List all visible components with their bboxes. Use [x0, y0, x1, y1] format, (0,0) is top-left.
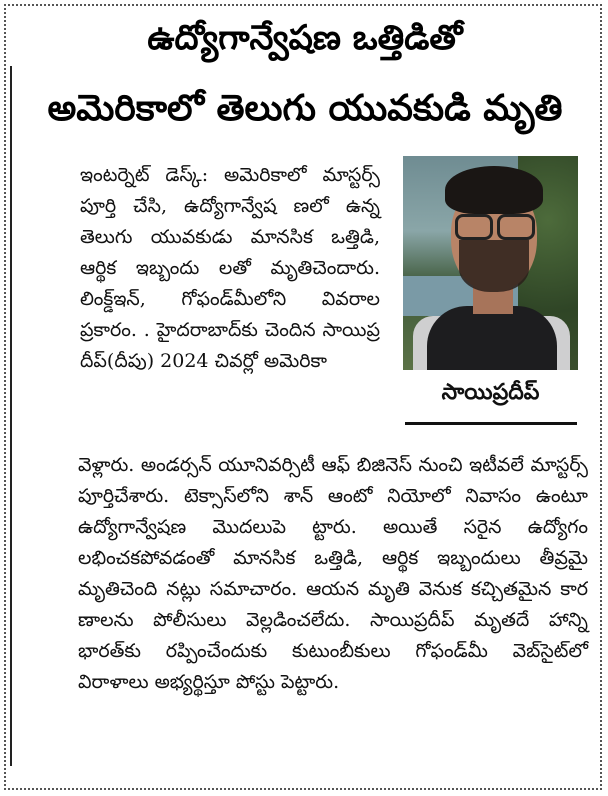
article-paragraph-1: ఇంటర్నెట్ డెస్క్: అమెరికాలో మాస్టర్స్ పూర్తి చేసి, ఉద్యోగాన్వేష ణలో ఉన్న తెలుగు యువకుడు మానసిక ఒత్తిడి, ఆర్థిక ఇబ్బందు లతో మృతిచెందారు. లింక్డ్ఇన్, గోఫండ్‌మీలోని వివరాల ప్రకారం. . హైదరాబాద్‌కు చెందిన సాయిప్ర దీప్(దీపు) 2024 చివర్లో అమెరికా	[80, 164, 387, 372]
person-photo	[403, 156, 578, 370]
headline-line-2: అమెరికాలో తెలుగు యువకుడి మృతి	[47, 88, 563, 129]
article-paragraph-2: వెళ్లారు. అండర్సన్ యూనివర్సిటీ ఆఫ్ బిజినెస్ నుంచి ఇటీవలే మాస్టర్స్ పూర్తిచేశారు. టెక్సాస్‌లోని శాన్ ఆంటో నియోలో నివాసం ఉంటూ ఉద్యోగాన్వేషణ మొదలుపె ట్టారు. అయితే సరైన ఉద్యోగం లభించకపోవడంతో మానసిక ఒత్తిడి, ఆర్థిక ఇబ్బందులు తీవ్రమై మృతిచెంది నట్లు సమాచారం. ఆయన మృతి వెనుక కచ్చితమైన కార ణాలను పోలీసులు వెల్లడించలేదు. సాయిప్రదీప్ మృతదే హాన్ని భారత్‌కు రప్పించేందుకు కుటుంబీకులు గోఫండ్‌మీ వెబ్‌సైట్‌లో విరాళాలు అభ్యర్థిస్తూ పోస్టు పెట్టారు.	[78, 454, 595, 693]
photo-caption: సాయిప్రదీప్	[441, 380, 540, 405]
headline-line-1: ఉద్యోగాన్వేషణ ఒత్తిడితో	[147, 18, 463, 58]
column-rule	[10, 66, 12, 766]
caption-rule	[405, 422, 577, 425]
